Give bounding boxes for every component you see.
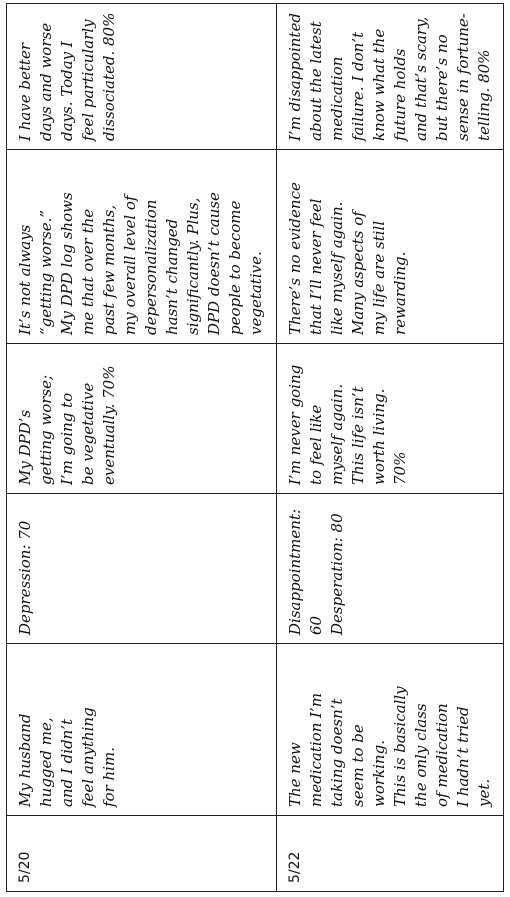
evidence-cell: It’s not always “getting worse.” My DPD log shows me that over the past few months, my overall level of depersonalization hasn’t changed significantly. Plus, DPD doesn’t cause people to become vegetative. [7,150,277,344]
table-row [276,4,503,892]
emotion-cell: Depression: 70 [7,494,277,644]
evidence-cell: There’s no evidence that I’ll never feel like myself again. Many aspects of my life are still rewarding. [276,150,503,344]
situation-cell: My husband hugged me, and I didn’t feel anything for him. [7,644,277,816]
table-row [7,4,277,892]
rerating-cell: I’m disappointed about the latest medication failure. I don’t know what the future holds and that’s scary, but there’s no sense in fortune- telling. 80% [276,4,503,150]
date-cell: 5/20 [7,816,277,892]
situation-cell: The new medication I’m taking doesn’t seem to be working. This is basically the only class of medication I hadn’t tried yet. [276,644,503,816]
rerating-cell: I have better days and worse days. Today I feel particularly dissociated. 80% [7,4,277,150]
thought-cell: I’m never going to feel like myself again. This life isn’t worth living. 70% [276,344,503,494]
thought-record-table [6,3,504,892]
thought-cell: My DPD’s getting worse; I’m going to be vegetative eventually. 70% [7,344,277,494]
date-cell: 5/22 [276,816,503,892]
emotion-cell: Disappointment: 60 Desperation: 80 [276,494,503,644]
